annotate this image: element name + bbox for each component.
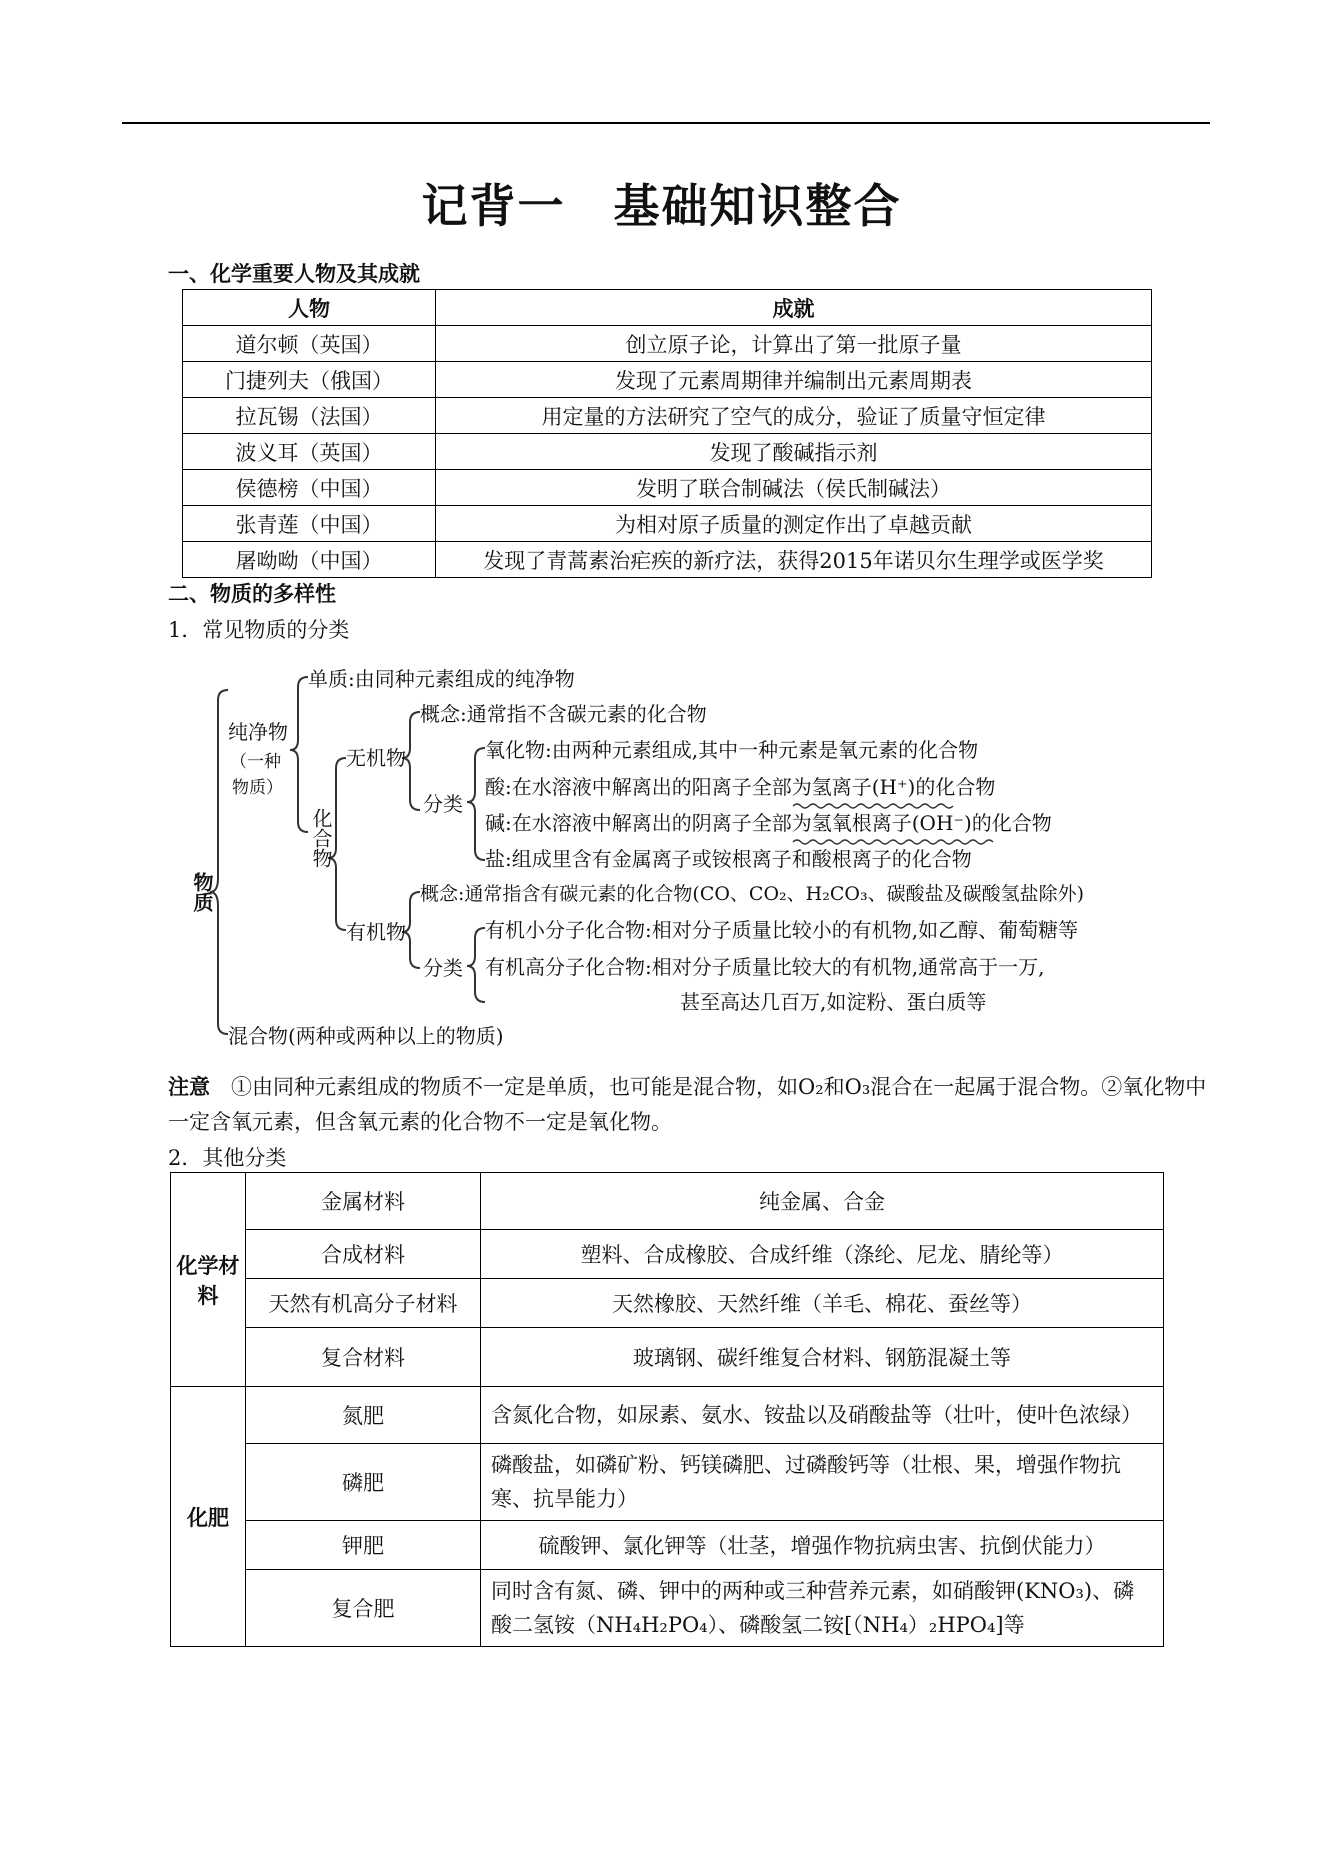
- tree-oxide: 氧化物:由两种元素组成,其中一种元素是氧元素的化合物: [485, 738, 979, 762]
- item-desc: 硫酸钾、氯化钾等（壮茎，增强作物抗病虫害、抗倒伏能力）: [481, 1521, 1164, 1570]
- brace-organic-classify: [467, 928, 485, 1002]
- note-label: 注意: [168, 1075, 210, 1099]
- tree-inorganic: 无机物: [346, 746, 406, 770]
- header-achievement: 成就: [436, 290, 1152, 326]
- item-desc: 纯金属、合金: [481, 1173, 1164, 1230]
- tree-root: 物质: [190, 872, 214, 912]
- acid-text-a: 酸:在水溶液中解离出的阳离子: [485, 775, 752, 799]
- item-name: 合成材料: [246, 1230, 481, 1279]
- achievement-cell: 发现了酸碱指示剂: [436, 434, 1152, 470]
- brace-inorganic-classify: [467, 748, 485, 860]
- header-person: 人物: [183, 290, 436, 326]
- tree-base: [485, 811, 1052, 835]
- tree-element: 单质:由同种元素组成的纯净物: [308, 667, 575, 691]
- section1-heading: 一、化学重要人物及其成就: [168, 262, 420, 286]
- note-text: ①由同种元素组成的物质不一定是单质，也可能是混合物，如O₂和O₃混合在一起属于混合物。②氧化物中一定含氧元素，但含氧元素的化合物不一定是氧化物。: [168, 1075, 1207, 1134]
- base-text-c: 的化合物: [971, 811, 1052, 835]
- item-name: 磷肥: [246, 1444, 481, 1521]
- tree-small-molecule: 有机小分子化合物:相对分子质量比较小的有机物,如乙醇、葡萄糖等: [485, 918, 1079, 942]
- base-text-a: 碱:在水溶液中解离出的阴离子: [485, 811, 752, 835]
- tree-inorganic-concept: 概念:通常指不含碳元素的化合物: [420, 702, 707, 726]
- page-title: 记背一 基础知识整合: [421, 179, 902, 233]
- tree-inorganic-classify: 分类: [423, 792, 463, 816]
- achievement-cell: 发现了元素周期律并编制出元素周期表: [436, 362, 1152, 398]
- tree-organic: 有机物: [346, 920, 406, 944]
- item-desc: 磷酸盐，如磷矿粉、钙镁磷肥、过磷酸钙等（壮根、果，增强作物抗寒、抗旱能力）: [481, 1444, 1164, 1521]
- acid-text-c: 的化合物: [915, 775, 996, 799]
- table-row: [171, 1444, 1164, 1521]
- table-row: [171, 1279, 1164, 1328]
- item-desc: 同时含有氮、磷、钾中的两种或三种营养元素，如硝酸钾(KNO₃)、磷酸二氢铵（NH₄H₂PO₄）、磷酸氢二铵[（NH₄）₂HPO₄]等: [481, 1570, 1164, 1647]
- acid-text-b: 全部为氢离子(H⁺): [751, 775, 916, 799]
- subsection-1-title: 1．常见物质的分类: [168, 618, 350, 642]
- tree-pure: 纯净物: [228, 720, 288, 744]
- subsection-2-title: 2．其他分类: [168, 1146, 287, 1170]
- wavy-underline-acid: [793, 804, 953, 808]
- other-classification-table: [170, 1172, 1164, 1647]
- achievement-cell: 为相对原子质量的测定作出了卓越贡献: [436, 506, 1152, 542]
- wavy-underline-base: [793, 840, 993, 844]
- category-fertilizers: 化肥: [171, 1387, 246, 1647]
- tree-pure-note1: （一种: [230, 752, 281, 772]
- item-desc: 天然橡胶、天然纤维（羊毛、棉花、蚕丝等）: [481, 1279, 1164, 1328]
- table-row: [171, 1521, 1164, 1570]
- achievement-cell: 发现了青蒿素治疟疾的新疗法，获得2015年诺贝尔生理学或医学奖: [436, 542, 1152, 578]
- item-name: 氮肥: [246, 1387, 481, 1444]
- tree-compound: 化合物: [309, 808, 333, 868]
- person-cell: 屠呦呦（中国）: [183, 542, 436, 578]
- item-desc: 塑料、合成橡胶、合成纤维（涤纶、尼龙、腈纶等）: [481, 1230, 1164, 1279]
- item-name: 金属材料: [246, 1173, 481, 1230]
- tree-mixture: 混合物(两种或两种以上的物质): [228, 1024, 504, 1048]
- table-row: [171, 1173, 1164, 1230]
- person-cell: 侯德榜（中国）: [183, 470, 436, 506]
- person-cell: 门捷列夫（俄国）: [183, 362, 436, 398]
- tree-large-molecule-1: 有机高分子化合物:相对分子质量比较大的有机物,通常高于一万,: [485, 955, 1045, 979]
- brace-root: [210, 690, 228, 1034]
- table-row: [171, 1230, 1164, 1279]
- brace-pure: [290, 677, 308, 832]
- item-name: 天然有机高分子材料: [246, 1279, 481, 1328]
- achievement-cell: 发明了联合制碱法（侯氏制碱法）: [436, 470, 1152, 506]
- item-name: 复合材料: [246, 1328, 481, 1387]
- table-row: [171, 1328, 1164, 1387]
- tree-organic-classify: 分类: [423, 956, 463, 980]
- tree-acid: [485, 775, 995, 799]
- tree-salt: 盐:组成里含有金属离子或铵根离子和酸根离子的化合物: [485, 847, 972, 871]
- note-paragraph: [168, 1070, 1218, 1140]
- person-cell: 拉瓦锡（法国）: [183, 398, 436, 434]
- tree-large-molecule-2: 甚至高达几百万,如淀粉、蛋白质等: [680, 990, 987, 1014]
- person-cell: 波义耳（英国）: [183, 434, 436, 470]
- section2-heading: 二、物质的多样性: [168, 582, 336, 606]
- item-name: 复合肥: [246, 1570, 481, 1647]
- item-desc: 含氮化合物，如尿素、氨水、铵盐以及硝酸盐等（壮叶，使叶色浓绿）: [481, 1387, 1164, 1444]
- base-text-b: 全部为氢氧根离子(OH⁻): [751, 811, 972, 835]
- table-row: [171, 1387, 1164, 1444]
- tree-organic-concept: 概念:通常指含有碳元素的化合物(CO、CO₂、H₂CO₃、碳酸盐及碳酸氢盐除外): [420, 883, 1084, 905]
- achievement-cell: 用定量的方法研究了空气的成分，验证了质量守恒定律: [436, 398, 1152, 434]
- tree-pure-note2: 物质）: [232, 778, 283, 798]
- table-row: [171, 1570, 1164, 1647]
- person-cell: 张青莲（中国）: [183, 506, 436, 542]
- person-cell: 道尔顿（英国）: [183, 326, 436, 362]
- category-materials: 化学材料: [171, 1173, 246, 1387]
- item-name: 钾肥: [246, 1521, 481, 1570]
- achievement-cell: 创立原子论，计算出了第一批原子量: [436, 326, 1152, 362]
- item-desc: 玻璃钢、碳纤维复合材料、钢筋混凝土等: [481, 1328, 1164, 1387]
